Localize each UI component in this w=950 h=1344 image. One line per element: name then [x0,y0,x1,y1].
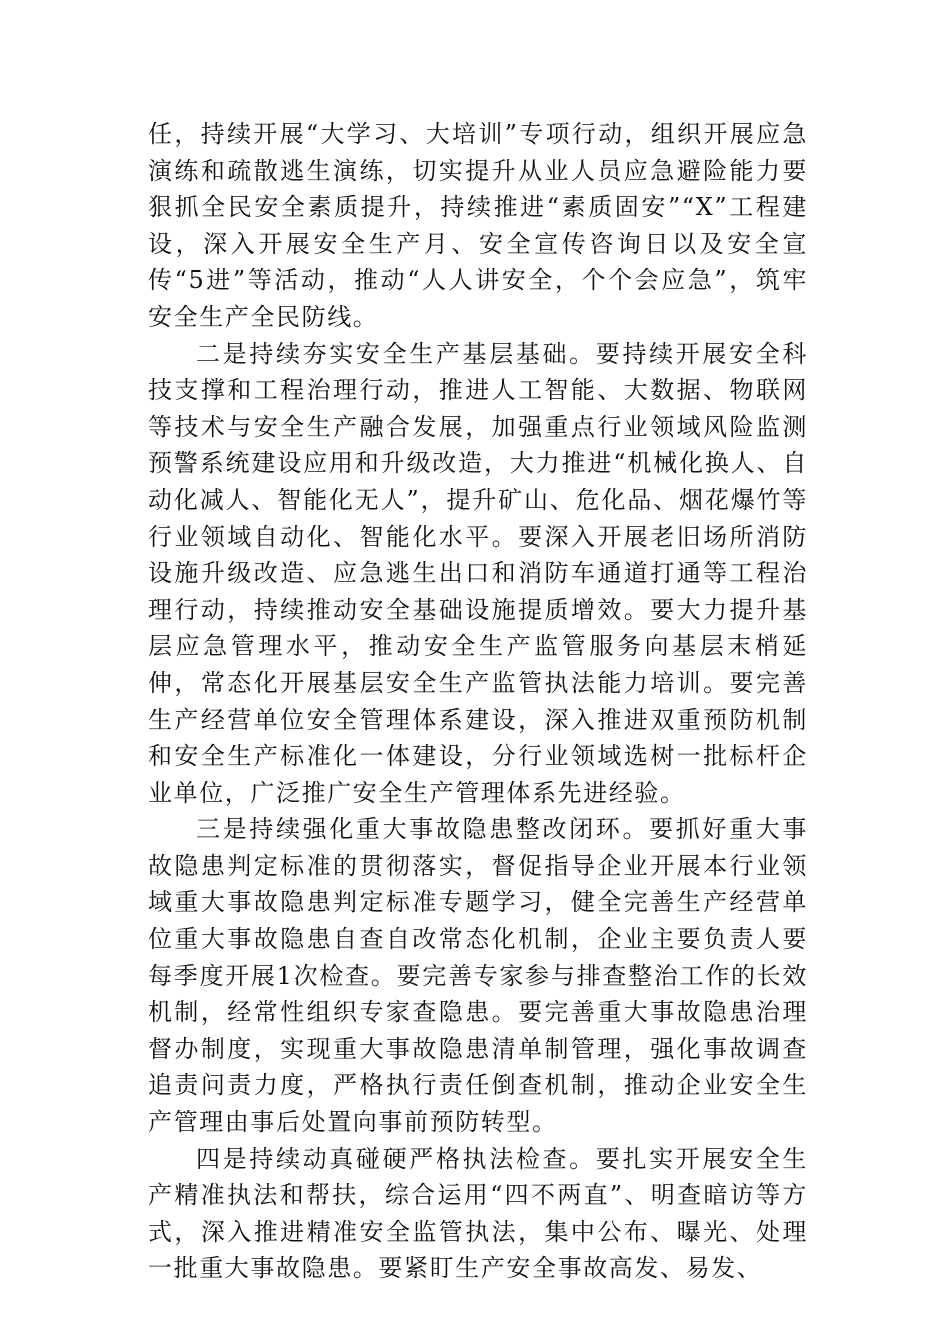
paragraph-grassroots-foundation: 二是持续夯实安全生产基层基础。要持续开展安全科技支撑和工程治理行动，推进人工智能、大数据、物联网等技术与安全生产融合发展，加强重点行业领域风险监测预警系统建设应用和升级改造，大力推进“机械化换人、自动化减人、智能化无人”，提升矿山、危化品、烟花爆竹等行业领域自动化、智能化水平。要深入开展老旧场所消防设施升级改造、应急逃生出口和消防车通道打通等工程治理行动，持续推动安全基础设施提质增效。要大力提升基层应急管理水平，推动安全生产监管服务向基层末梢延伸，常态化开展基层安全生产监管执法能力培训。要完善生产经营单位安全管理体系建设，深入推进双重预防机制和安全生产标准化一体建设，分行业领域选树一批标杆企业单位，广泛推广安全生产管理体系先进经验。 [148,339,808,807]
document-page [148,116,808,1287]
paragraph-major-hazard-rectification: 三是持续强化重大事故隐患整改闭环。要抓好重大事故隐患判定标准的贯彻落实，督促指导企业开展本行业领域重大事故隐患判定标准专题学习，健全完善生产经营单位重大事故隐患自查自改常态化机制，企业主要负责人要每季度开展1次检查。要完善专家参与排查整治工作的长效机制，经常性组织专家查隐患。要完善重大事故隐患治理督办制度，实现重大事故隐患清单制管理，强化事故调查追责问责力度，严格执行责任倒查机制，推动企业安全生产管理由事后处置向事前预防转型。 [148,815,808,1137]
paragraph-continuation: 任，持续开展“大学习、大培训”专项行动，组织开展应急演练和疏散逃生演练，切实提升从业人员应急避险能力要狠抓全民安全素质提升，持续推进“素质固安”“X”工程建设，深入开展安全生产月、安全宣传咨询日以及安全宣传“5进”等活动，推动“人人讲安全，个个会应急”，筑牢安全生产全民防线。 [148,120,808,331]
paragraph-strict-enforcement: 四是持续动真碰硬严格执法检查。要扎实开展安全生产精准执法和帮扶，综合运用“四不两直”、明查暗访等方式，深入推进精准安全监管执法，集中公布、曝光、处理一批重大事故隐患。要紧盯生产安全事故高发、易发、 [148,1144,808,1283]
